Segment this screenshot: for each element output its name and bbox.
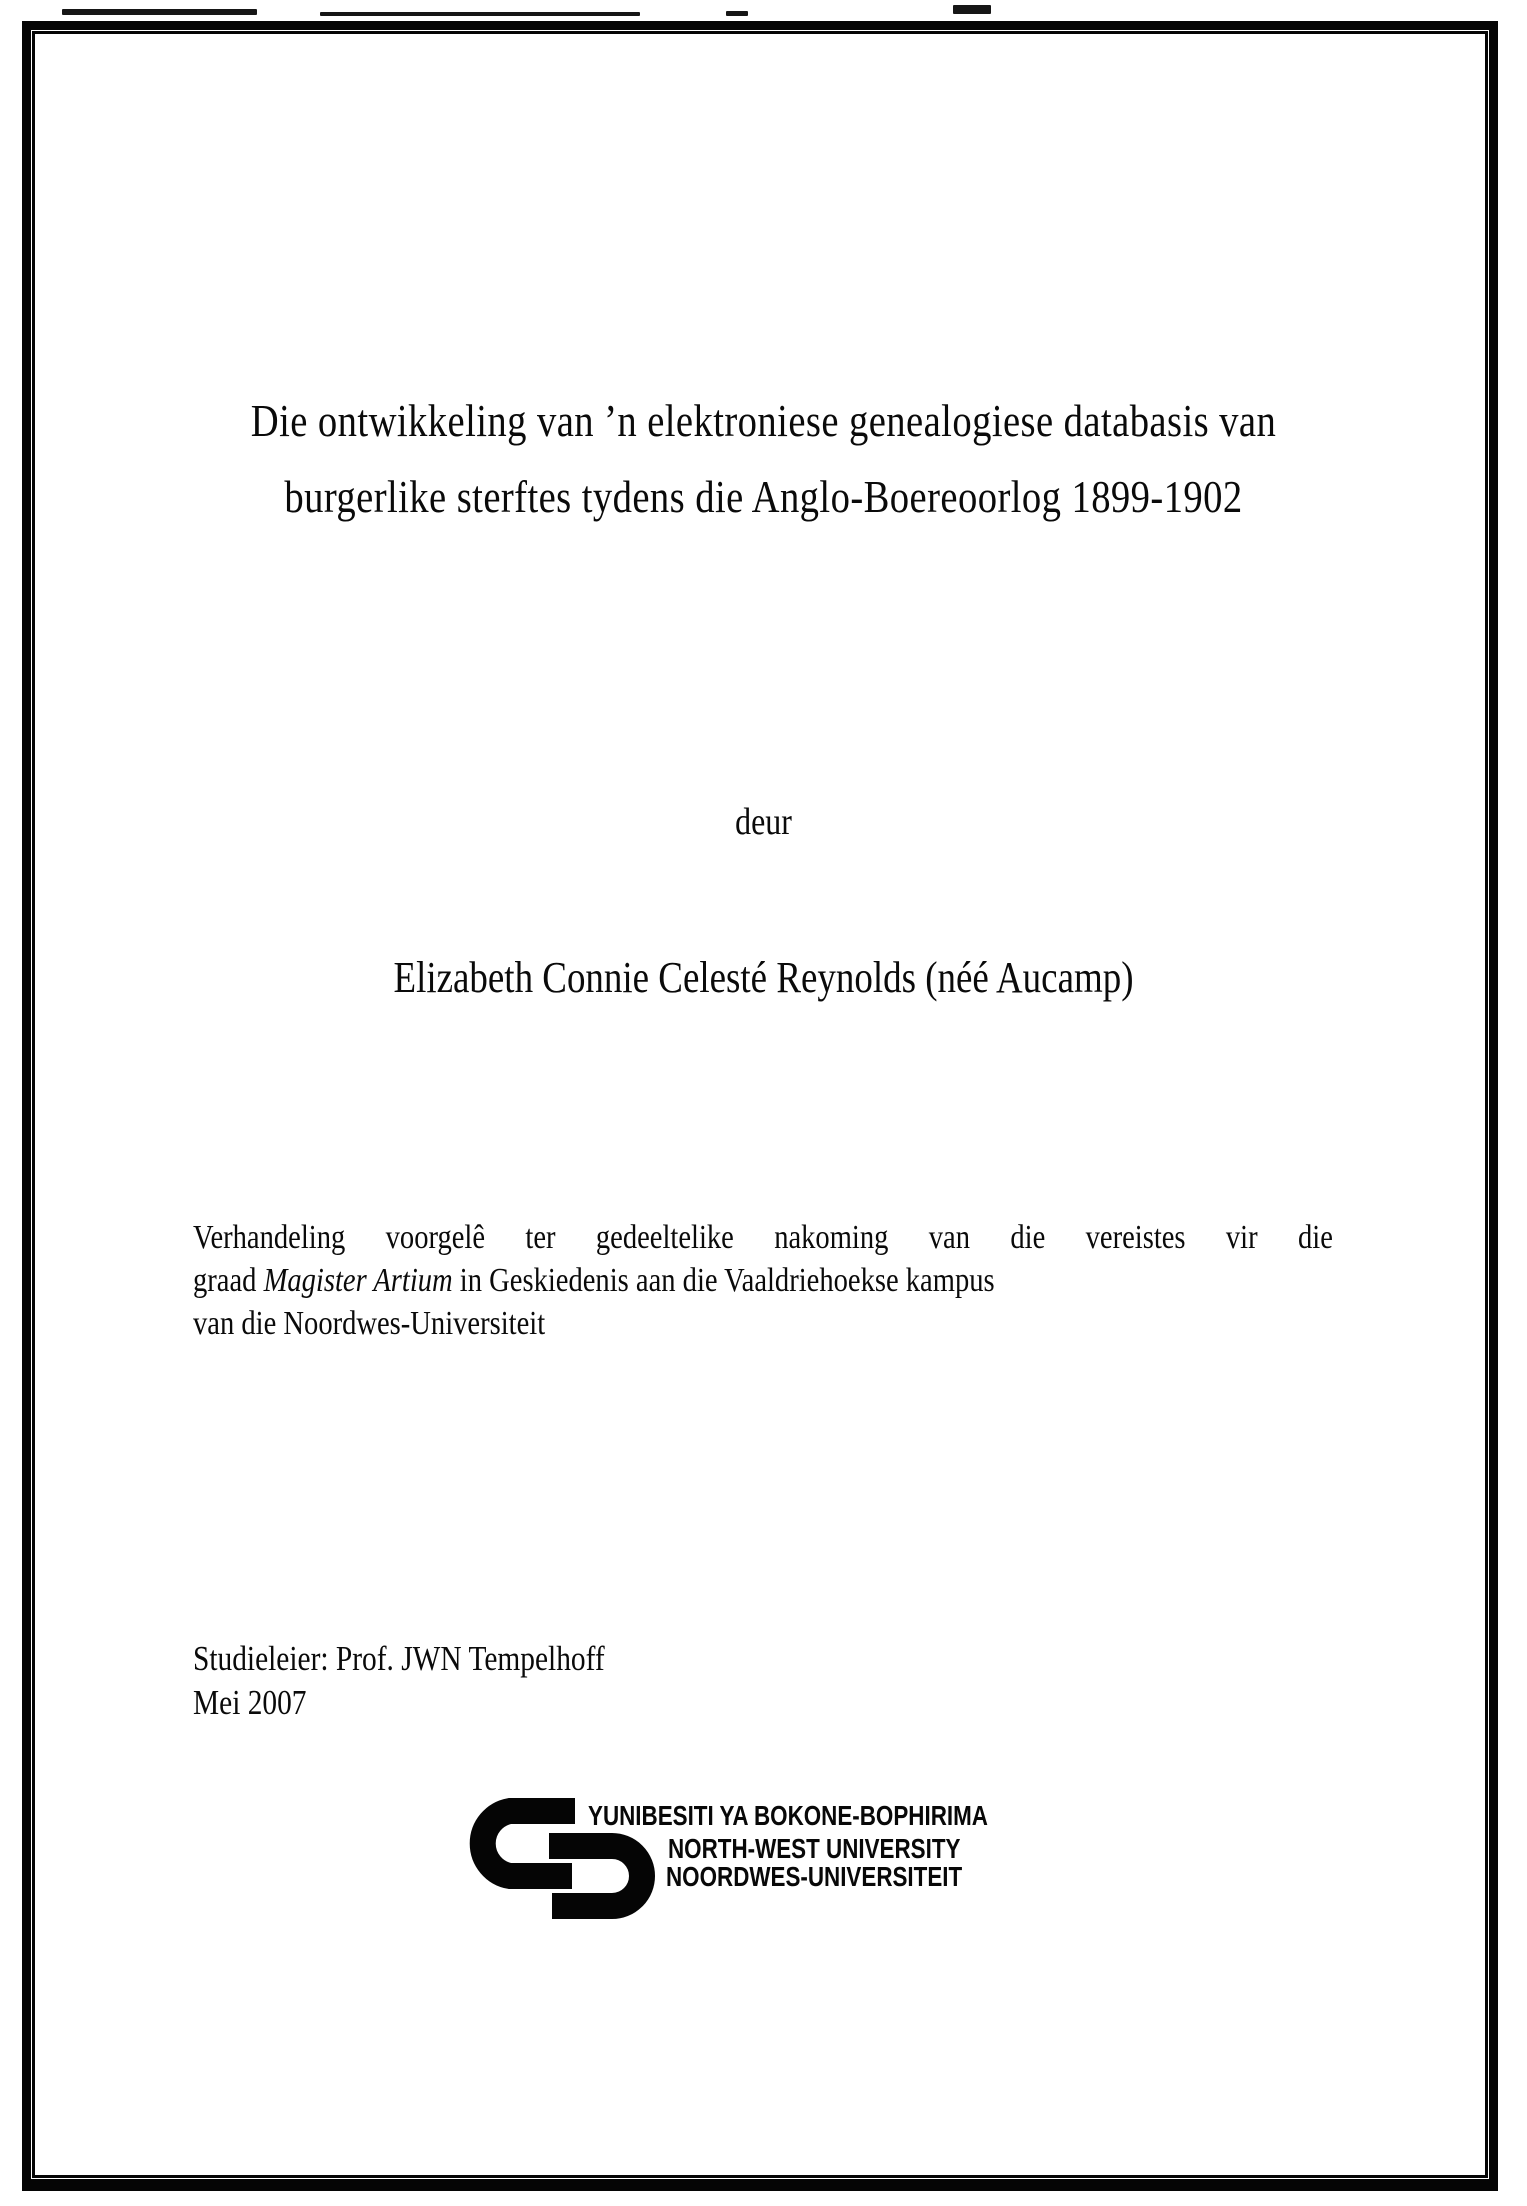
- degree-statement-line3: van die Noordwes-Universiteit: [193, 1305, 546, 1342]
- thesis-title-line2: burgerlike sterftes tydens die Anglo-Boereoorlog 1899-1902: [284, 471, 1243, 522]
- degree-statement: [193, 1216, 1333, 1345]
- scan-artifact: [726, 11, 748, 16]
- scan-artifact: [320, 12, 640, 16]
- degree-statement-line2-pre: graad: [193, 1262, 264, 1299]
- degree-statement-line2: [193, 1259, 1333, 1302]
- logo-text-english: NORTH-WEST UNIVERSITY: [668, 1833, 961, 1864]
- supervisor-block: [193, 1637, 605, 1725]
- thesis-title: [194, 383, 1334, 535]
- author-name: Elizabeth Connie Celesté Reynolds (néé Aucamp): [393, 953, 1134, 1002]
- logo-text-afrikaans: NOORDWES-UNIVERSITEIT: [666, 1861, 963, 1892]
- scan-artifact: [62, 9, 257, 15]
- degree-statement-line2-post: in Geskiedenis aan die Vaaldriehoekse kampus: [452, 1262, 995, 1299]
- date-line: Mei 2007: [193, 1683, 307, 1722]
- thesis-title-line1: Die ontwikkeling van ’n elektroniese genealogiese databasis van: [250, 395, 1277, 446]
- scan-artifact: [953, 5, 991, 14]
- degree-name-italic: Magister Artium: [263, 1262, 453, 1299]
- degree-statement-line1: Verhandeling voorgelê ter gedeeltelike nakoming van die vereistes vir die: [193, 1219, 1333, 1256]
- byline-deur: deur: [735, 801, 792, 843]
- logo-text-setswana: YUNIBESITI YA BOKONE-BOPHIRIMA: [588, 1800, 988, 1831]
- supervisor-line: Studieleier: Prof. JWN Tempelhoff: [193, 1639, 605, 1678]
